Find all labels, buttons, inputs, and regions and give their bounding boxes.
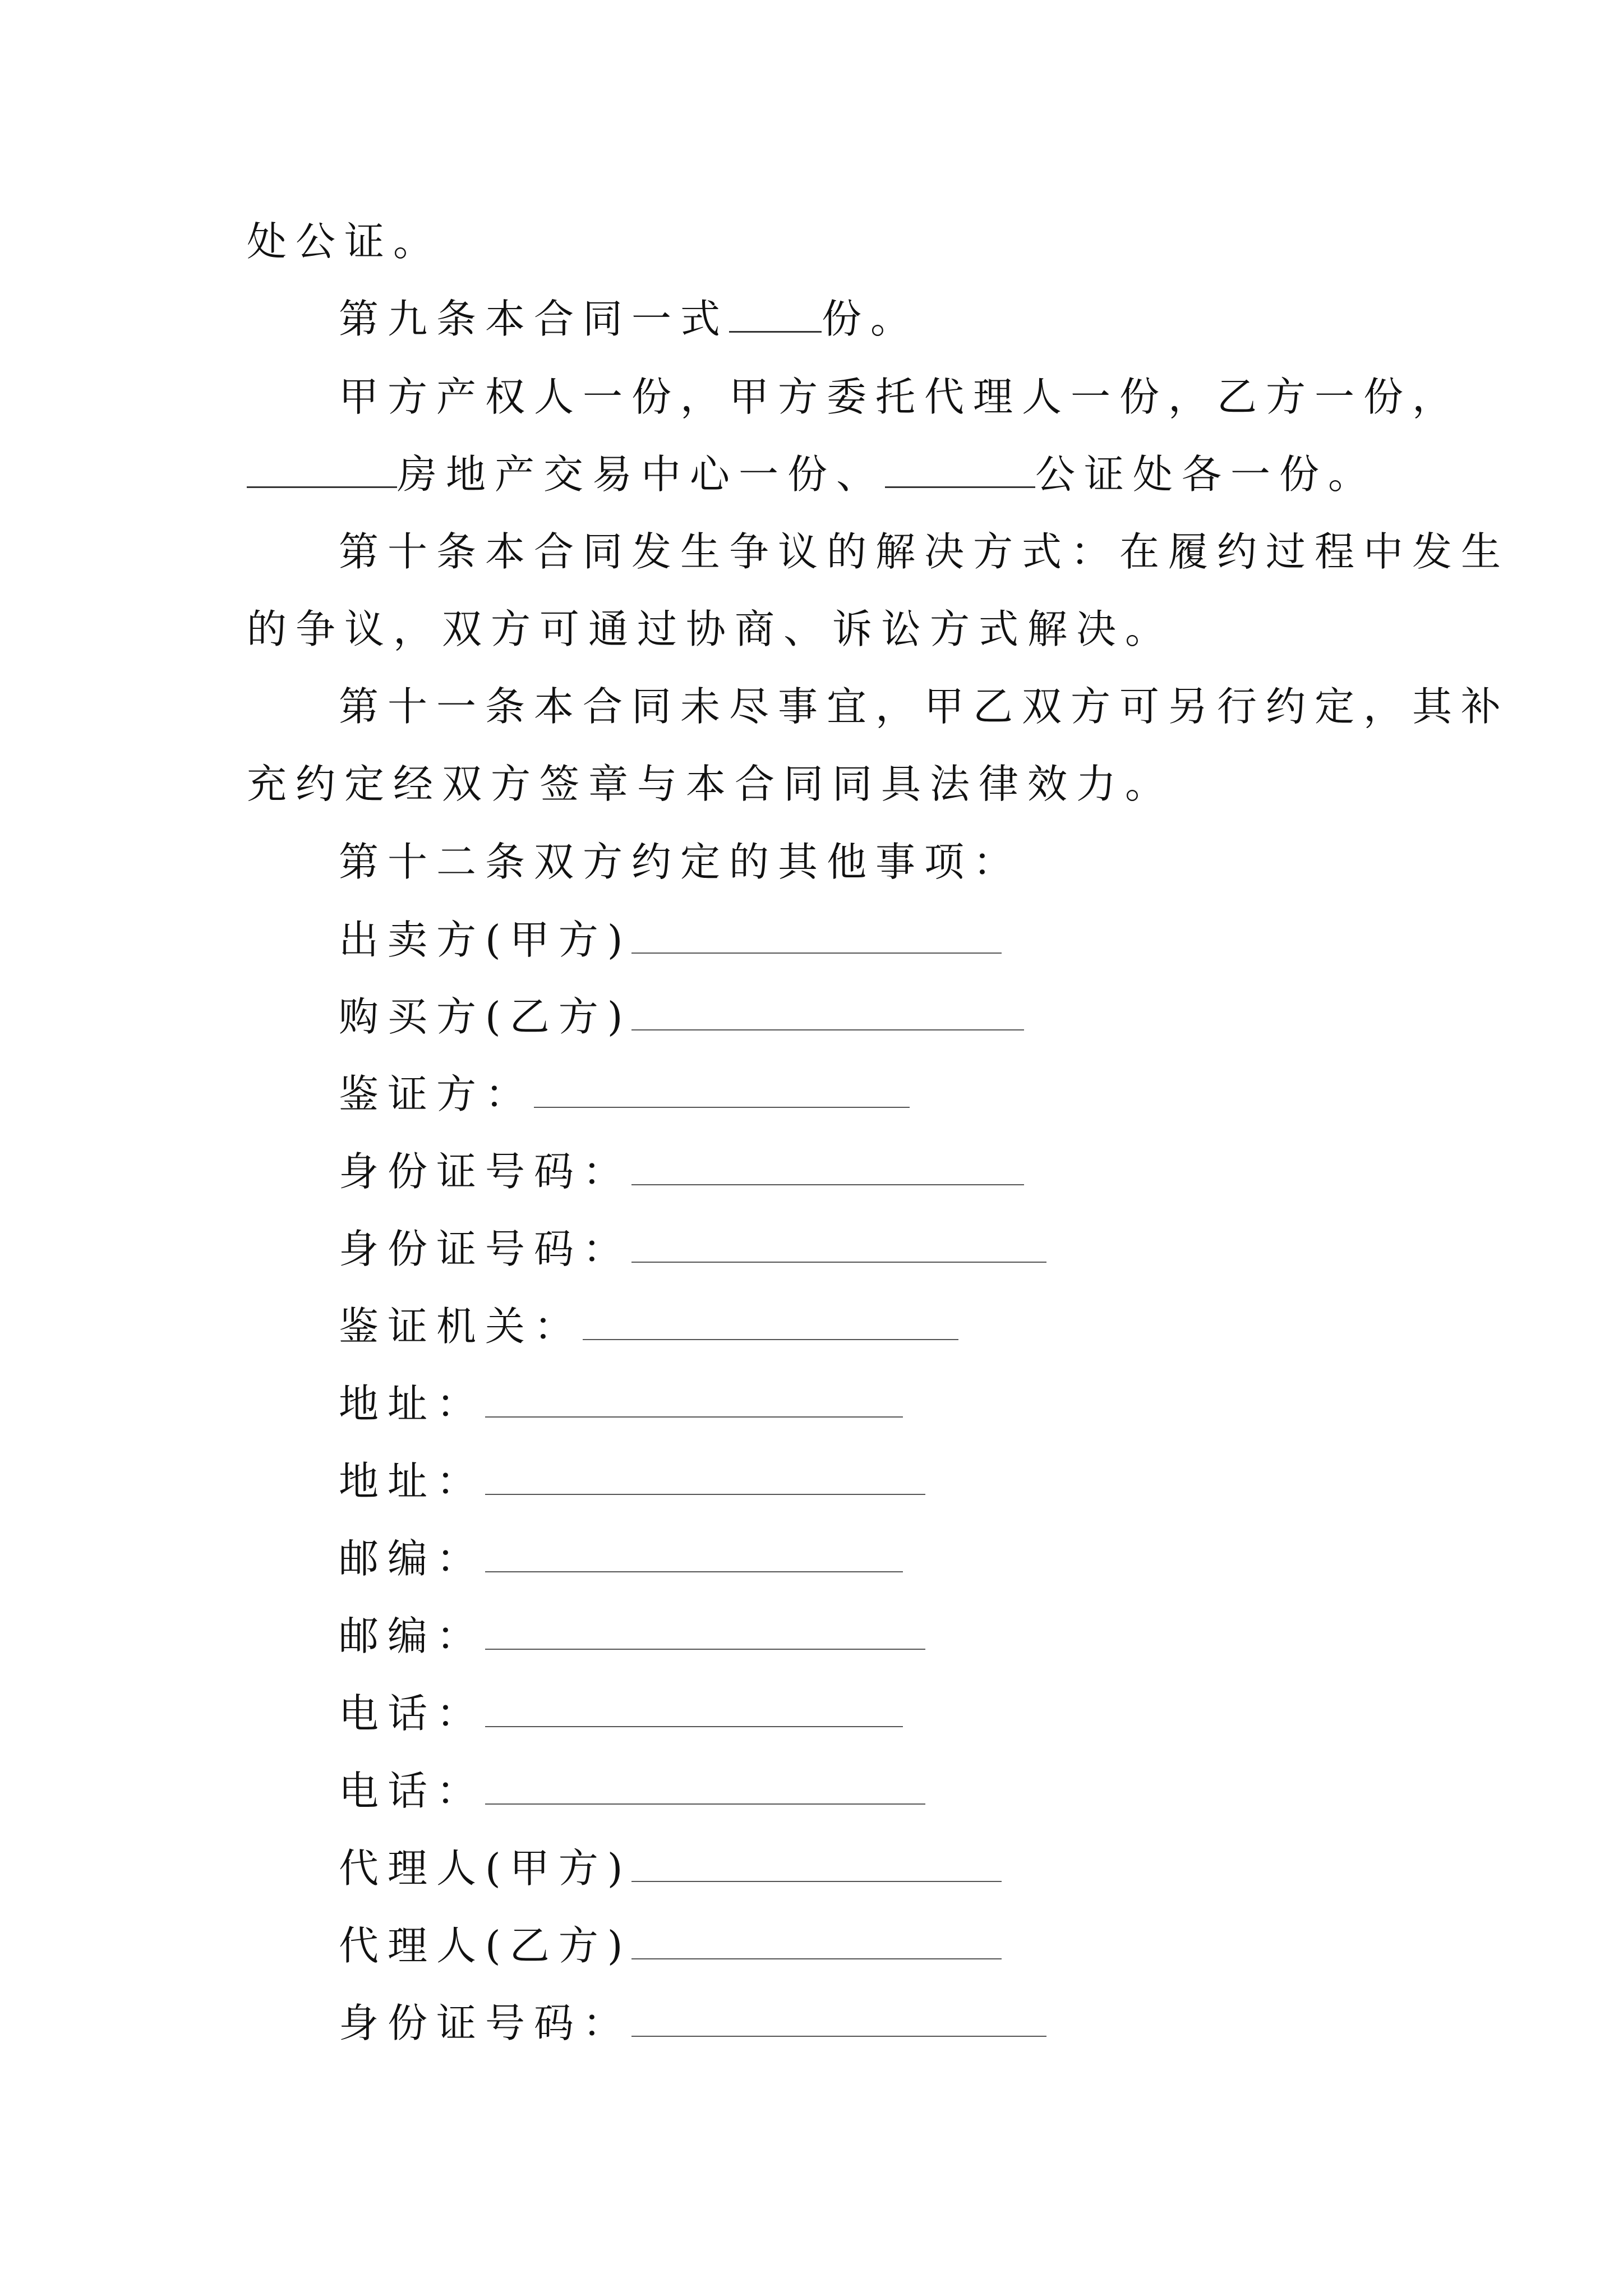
phone-blank[interactable] xyxy=(485,1696,903,1727)
copies-text-1: 甲方产权人一份，甲方委托代理人一份，乙方一份， xyxy=(339,374,1461,420)
agent-party-b-blank[interactable] xyxy=(631,1928,1002,1959)
postcode-blank[interactable] xyxy=(485,1541,903,1572)
address-field xyxy=(339,1458,925,1504)
article-9-line xyxy=(339,296,920,342)
address-blank[interactable] xyxy=(485,1386,903,1418)
seller-field xyxy=(339,917,1002,963)
article-12-line xyxy=(339,839,1022,885)
copies-line-1 xyxy=(339,374,1461,420)
field-label: 鉴证方： xyxy=(339,1071,534,1117)
field-label: 身份证号码： xyxy=(339,2000,632,2046)
id-number-blank[interactable] xyxy=(631,1231,1046,1263)
field-label: 代理人(乙方) xyxy=(339,1922,632,1969)
verifier-field xyxy=(339,1071,910,1117)
agent-party-a-field xyxy=(339,1845,1002,1892)
phone-blank[interactable] xyxy=(485,1773,925,1805)
copies-line-2 xyxy=(247,451,1377,498)
article-12-text: 第十二条双方约定的其他事项： xyxy=(339,839,1022,885)
article-11-text-1: 第十一条本合同未尽事宜，甲乙双方可另行约定，其补 xyxy=(339,683,1510,730)
postcode-field xyxy=(339,1535,903,1582)
verifying-authority-field xyxy=(339,1303,958,1350)
copies-text-2: 房地产交易中心一份、 xyxy=(397,451,886,498)
article-9-unit: 份。 xyxy=(822,296,920,342)
id-number-field xyxy=(339,1226,1046,1272)
field-label: 代理人(甲方) xyxy=(339,1845,632,1892)
article-11-line-1 xyxy=(339,683,1510,730)
article-11-text-2: 充约定经双方签章与本合同同具法律效力。 xyxy=(247,761,1174,807)
id-number-blank[interactable] xyxy=(631,1154,1024,1185)
copies-text-3: 公证处各一份。 xyxy=(1035,451,1377,498)
copies-count-blank[interactable] xyxy=(729,301,822,333)
verifying-authority-blank[interactable] xyxy=(583,1309,958,1340)
field-label: 地址： xyxy=(339,1381,486,1427)
id-number-field xyxy=(339,2000,1046,2046)
field-label: 出卖方(甲方) xyxy=(339,917,632,963)
phone-field xyxy=(339,1690,903,1737)
postcode-blank[interactable] xyxy=(485,1618,925,1650)
article-10-line-1 xyxy=(339,528,1510,575)
field-label: 鉴证机关： xyxy=(339,1303,583,1350)
field-label: 购买方(乙方) xyxy=(339,993,632,1040)
field-label: 身份证号码： xyxy=(339,1148,632,1195)
article-9-text: 第九条本合同一式 xyxy=(339,296,730,342)
field-label: 邮编： xyxy=(339,1535,486,1582)
exchange-center-blank[interactable] xyxy=(247,456,397,488)
field-label: 电话： xyxy=(339,1690,486,1737)
article-11-line-2 xyxy=(247,761,1174,807)
continuation-text: 处公证。 xyxy=(247,218,442,265)
address-blank[interactable] xyxy=(485,1464,925,1495)
article-10-line-2 xyxy=(247,606,1174,652)
phone-field xyxy=(339,1768,925,1814)
agent-party-b-field xyxy=(339,1922,1002,1969)
postcode-field xyxy=(339,1613,925,1659)
text-line xyxy=(247,218,442,265)
verifier-blank[interactable] xyxy=(534,1076,910,1108)
agent-party-a-blank[interactable] xyxy=(631,1851,1002,1882)
address-field xyxy=(339,1381,903,1427)
id-number-blank[interactable] xyxy=(631,2005,1046,2037)
field-label: 邮编： xyxy=(339,1613,486,1659)
seller-blank[interactable] xyxy=(631,922,1002,954)
field-label: 身份证号码： xyxy=(339,1226,632,1272)
buyer-field xyxy=(339,993,1024,1040)
field-label: 电话： xyxy=(339,1768,486,1814)
article-10-text-1: 第十条本合同发生争议的解决方式：在履约过程中发生 xyxy=(339,528,1510,575)
id-number-field xyxy=(339,1148,1024,1195)
field-label: 地址： xyxy=(339,1458,486,1504)
buyer-blank[interactable] xyxy=(631,999,1024,1030)
notary-office-blank[interactable] xyxy=(885,456,1035,488)
article-10-text-2: 的争议，双方可通过协商、诉讼方式解决。 xyxy=(247,606,1174,652)
